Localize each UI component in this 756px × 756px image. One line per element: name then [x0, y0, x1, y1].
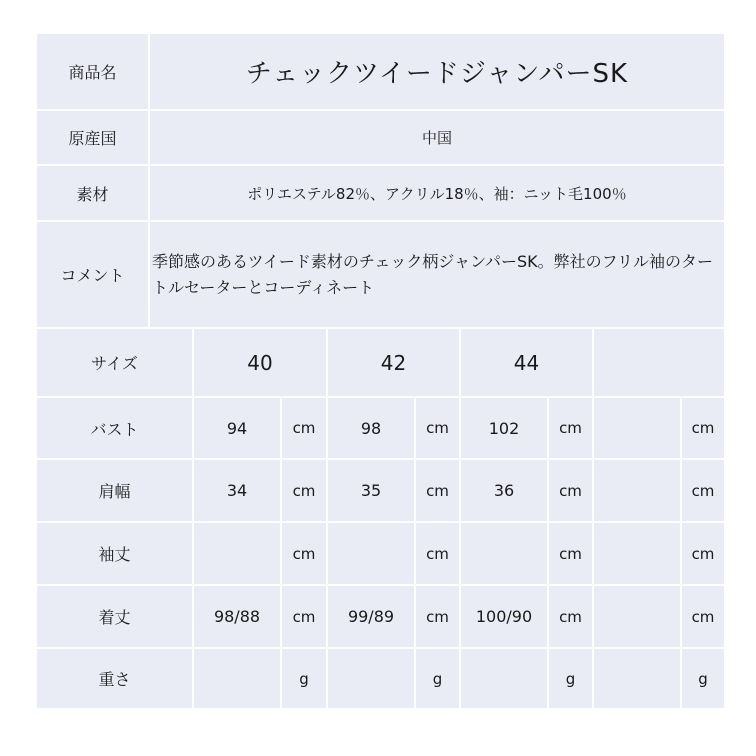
unit-cm: cm [691, 419, 715, 437]
shoulder-value: 34 [226, 481, 248, 500]
grid-line [592, 327, 594, 708]
grid-line [37, 396, 724, 398]
grid-line [37, 521, 724, 523]
unit-cm: cm [559, 419, 582, 437]
product-name-value: チェックツイードジャンパーSK [245, 59, 629, 89]
comment-label: コメント [60, 266, 125, 285]
grid-line [37, 584, 724, 586]
length-value: 100/90 [475, 607, 533, 626]
grid-line [37, 109, 724, 111]
sleeve-value [594, 523, 680, 584]
origin-label: 原産国 [68, 129, 117, 148]
grid-line [459, 327, 461, 708]
unit-g: g [432, 669, 443, 688]
unit-cm: cm [691, 481, 715, 500]
unit-cm: cm [292, 481, 316, 500]
grid-line [148, 34, 150, 327]
product-name-label: 商品名 [68, 63, 117, 82]
size-header-cell: 44 [513, 350, 540, 375]
shoulder-value: 35 [360, 481, 382, 500]
sleeve-label: 袖丈 [98, 545, 131, 564]
length-label: 着丈 [98, 608, 131, 627]
sleeve-value [461, 523, 547, 584]
unit-cm: cm [292, 419, 316, 437]
unit-cm: cm [559, 481, 582, 500]
bust-label: バスト [90, 419, 139, 439]
shoulder-value: 36 [493, 481, 515, 500]
unit-cm: cm [292, 544, 316, 563]
weight-label: 重さ [98, 670, 131, 689]
grid-line [192, 327, 194, 708]
grid-line [326, 327, 328, 708]
material-label: 素材 [76, 184, 109, 204]
weight-value [461, 649, 547, 708]
length-value [594, 586, 680, 647]
grid-line [680, 396, 682, 708]
unit-g: g [565, 669, 576, 688]
unit-cm: cm [426, 544, 449, 563]
sleeve-value [328, 523, 414, 584]
weight-value [328, 649, 414, 708]
origin-value: 中国 [421, 129, 452, 147]
grid-line [37, 164, 724, 166]
size-header-label: サイズ [91, 354, 138, 373]
weight-value [194, 649, 280, 708]
shoulder-value [594, 460, 680, 521]
length-value: 99/89 [347, 607, 395, 626]
weight-value [594, 649, 680, 708]
size-header-cell [594, 329, 724, 396]
sleeve-value [194, 523, 280, 584]
unit-g: g [299, 669, 309, 688]
grid-line [547, 396, 549, 708]
size-header-cell: 42 [380, 350, 407, 375]
material-value: ポリエステル82％、アクリル18％、袖：ニット毛100％ [247, 184, 627, 203]
bust-value: 98 [360, 418, 382, 438]
bust-value [594, 398, 680, 458]
unit-cm: cm [292, 607, 316, 626]
unit-cm: cm [426, 419, 449, 437]
bust-value: 94 [226, 418, 248, 438]
unit-cm: cm [426, 607, 449, 626]
unit-cm: cm [426, 481, 449, 500]
unit-cm: cm [559, 607, 582, 626]
grid-line [37, 458, 724, 460]
length-value: 98/88 [213, 607, 261, 626]
grid-line [37, 220, 724, 222]
bust-value: 102 [488, 418, 520, 438]
unit-cm: cm [691, 544, 715, 563]
shoulder-label: 肩幅 [98, 482, 131, 501]
comment-value: 季節感のあるツイード素材のチェック柄ジャンパーSK。弊社のフリル袖のタートルセーターとコーディネート [152, 251, 713, 297]
grid-line [37, 647, 724, 649]
size-header-cell: 40 [247, 350, 273, 375]
grid-line [414, 396, 416, 708]
unit-g: g [698, 669, 708, 688]
unit-cm: cm [559, 544, 582, 563]
grid-line [37, 327, 724, 329]
grid-line [280, 396, 282, 708]
unit-cm: cm [691, 607, 715, 626]
